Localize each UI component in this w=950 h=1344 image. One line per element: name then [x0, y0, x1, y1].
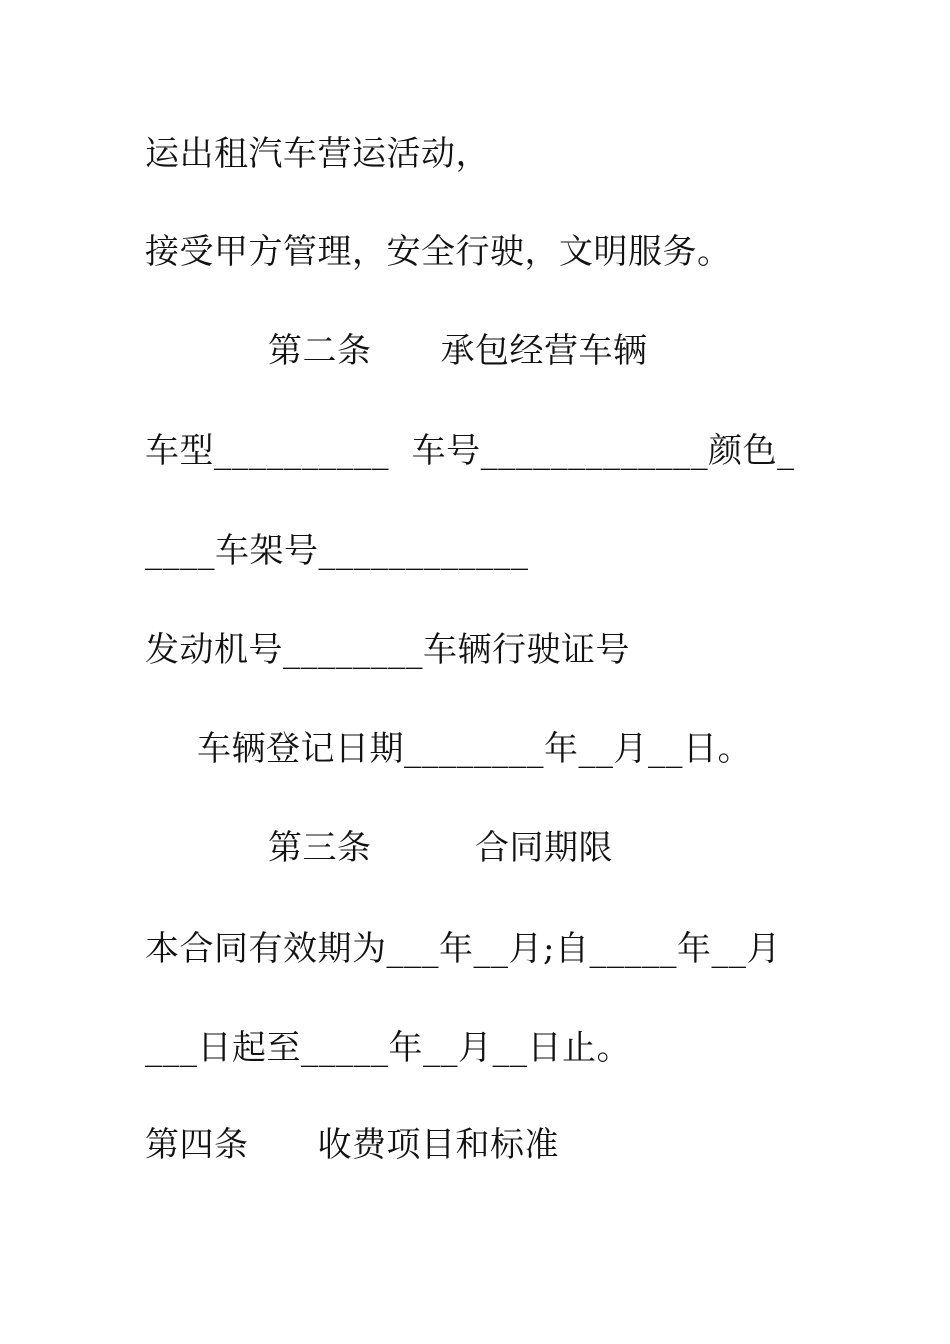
text-line-vehicle-type: 车型__________ 车号_____________颜色_	[145, 431, 795, 471]
text-line-1: 运出租汽车营运活动，	[145, 134, 490, 174]
article-4-heading: 第四条 收费项目和标准	[145, 1125, 559, 1165]
text-line-registration-date: 车辆登记日期________年__月__日。	[197, 729, 752, 769]
text-line-2: 接受甲方管理，安全行驶，文明服务。	[145, 232, 732, 272]
article-2-heading: 第二条 承包经营车辆	[268, 331, 648, 371]
text-line-engine-number: 发动机号________车辆行驶证号	[145, 630, 630, 670]
text-line-validity-end: ___日起至_____年__月__日止。	[145, 1028, 631, 1068]
text-line-frame-number: ____车架号____________	[145, 531, 529, 571]
text-line-validity: 本合同有效期为___年__月;自_____年__月	[145, 929, 781, 969]
article-3-heading: 第三条 合同期限	[268, 828, 613, 868]
